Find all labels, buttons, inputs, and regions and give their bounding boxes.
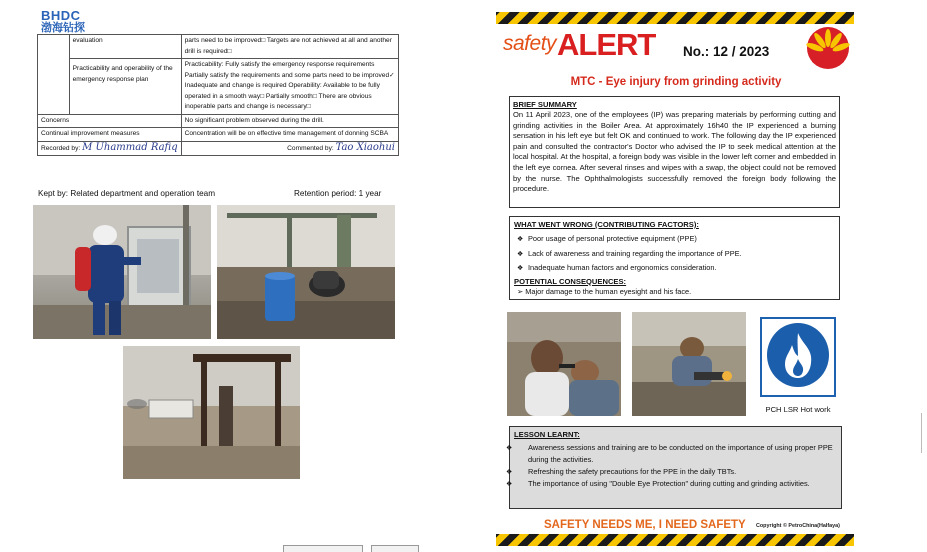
petrochina-emblem-icon — [806, 26, 850, 70]
table-row — [38, 128, 399, 142]
scba-drill-photo — [33, 205, 211, 339]
list-item-text: The importance of using "Double Eye Protection" during cutting and grinding activities. — [528, 479, 810, 489]
brief-summary-heading: BRIEF SUMMARY — [513, 100, 577, 109]
lesson-learnt-heading: LESSON LEARNT: — [514, 430, 580, 439]
list-item — [517, 247, 835, 262]
alert-number: No.: 12 / 2023 — [683, 44, 770, 59]
table-row — [38, 59, 399, 115]
hot-work-sign — [760, 317, 836, 397]
table-row — [38, 35, 399, 59]
table-cell: Practicability and operability of the emergency response plan — [69, 59, 181, 115]
potential-consequences-heading: POTENTIAL CONSEQUENCES: — [514, 276, 627, 286]
page-edge-marker — [921, 413, 922, 453]
list-item — [517, 261, 835, 276]
safety-alert-page — [494, 0, 858, 552]
commented-signature: Tao Xiaohui — [335, 141, 395, 153]
star-bullet-icon: ❖ — [517, 265, 524, 272]
list-item-text: Inadequate human factors and ergonomics consideration. — [528, 263, 717, 272]
page-tab-right[interactable] — [371, 545, 419, 552]
contributing-factors-box — [509, 216, 840, 300]
flame-icon — [767, 323, 829, 387]
brief-summary-text: On 11 April 2023, one of the employees (IP) was preparing materials by performing cutting and grinding activities in the Boiler Area. At approximately 16h40 the IP experienced a burning sensation in his left eye but felt OK and continued to work. The following day the IP experienced pain and consulted the contractor's Doctor who advised the IP to seek medical attention at the local hospital. At the hospital, a foreign body was visible in the lower left corner and embedded in the left eye cornea. After several rinses and wipes with a swap, the object could not be removed by the nurse. The Ophthalmologists successfully removed the foreign body following the procedure. — [513, 110, 836, 194]
table-cell — [38, 141, 182, 156]
list-item — [506, 466, 837, 479]
table-cell: Practicability: Fully satisfy the emergency response requirements Partially satisfy the requirements and some parts need to be improved✓ Inadequate and change is required Operability: Available to be fully operated in a smooth way□ Partially smooth□ There are obvious inoperable parts and change is necessary□ — [181, 59, 398, 115]
grinding-activity-photo — [632, 312, 746, 416]
star-bullet-icon: ❖ — [506, 481, 513, 489]
bhdc-logo — [41, 9, 101, 34]
contributing-factors-list — [517, 232, 835, 276]
table-cell: No significant problem observed during the drill. — [181, 114, 398, 128]
drill-evaluation-table — [37, 34, 399, 156]
retention-text: Retention period: 1 year — [294, 189, 382, 198]
lesson-learnt-box — [506, 426, 842, 509]
table-cell: Continual improvement measures — [38, 128, 182, 142]
hot-work-caption: PCH LSR Hot work — [765, 405, 831, 414]
table-cell: evaluation — [69, 35, 181, 59]
page-tab-left[interactable] — [283, 545, 363, 552]
eye-examination-photo — [507, 312, 621, 416]
list-item-text: Refreshing the safety precautions for the PPE in the daily TBTs. — [528, 466, 737, 476]
list-item — [506, 479, 837, 491]
list-item-text: Poor usage of personal protective equipment (PPE) — [528, 234, 697, 243]
table-row — [38, 114, 399, 128]
safety-word: safety — [503, 32, 557, 55]
hazard-stripe-top — [496, 12, 854, 24]
table-cell — [38, 35, 70, 115]
list-item-text: Lack of awareness and training regarding the importance of PPE. — [528, 248, 742, 258]
star-bullet-icon: ❖ — [506, 445, 513, 452]
alert-title: MTC - Eye injury from grinding activity — [570, 76, 782, 88]
recorded-by-label: Recorded by: — [41, 144, 81, 152]
rig-site-photo — [123, 346, 300, 479]
table-cell: Concerns — [38, 114, 182, 128]
commented-by-label: Commented by: — [287, 144, 334, 152]
copyright-text: Copyright © PetroChina(Halfaya) — [756, 523, 840, 529]
alert-word: ALERT — [557, 27, 656, 62]
table-row — [38, 141, 399, 156]
table-cell: Concentration will be on effective time management of donning SCBA — [181, 128, 398, 142]
list-item — [517, 232, 835, 247]
hazard-stripe-bottom — [496, 534, 854, 546]
star-bullet-icon: ❖ — [517, 250, 524, 258]
logo-text-cn: 渤海钻探 — [41, 22, 85, 34]
list-item-text: Awareness sessions and training are to be conducted on the importance of using proper PPE during the activities. — [528, 443, 833, 464]
contributing-factors-heading: WHAT WENT WRONG (CONTRIBUTING FACTORS): — [514, 220, 699, 229]
drill-report-page — [28, 0, 420, 552]
recorded-signature: M Uhammad Rafiq — [82, 141, 178, 153]
star-bullet-icon: ❖ — [517, 236, 524, 243]
logo-text-en: BHDC — [41, 8, 81, 23]
equipment-barrel-photo — [217, 205, 395, 339]
kept-by-text: Kept by: Related department and operation team — [38, 189, 216, 198]
star-bullet-icon: ❖ — [506, 468, 513, 476]
safety-slogan: SAFETY NEEDS ME, I NEED SAFETY — [544, 519, 746, 531]
table-cell — [181, 141, 398, 156]
table-cell: parts need to be improved□ Targets are not achieved at all and another drill is required□ — [181, 35, 398, 59]
consequence-item: ➢ Major damage to the human eyesight and his face. — [517, 286, 692, 296]
list-item — [506, 443, 837, 466]
brief-summary-box — [509, 96, 840, 208]
lesson-learnt-list — [506, 443, 837, 491]
